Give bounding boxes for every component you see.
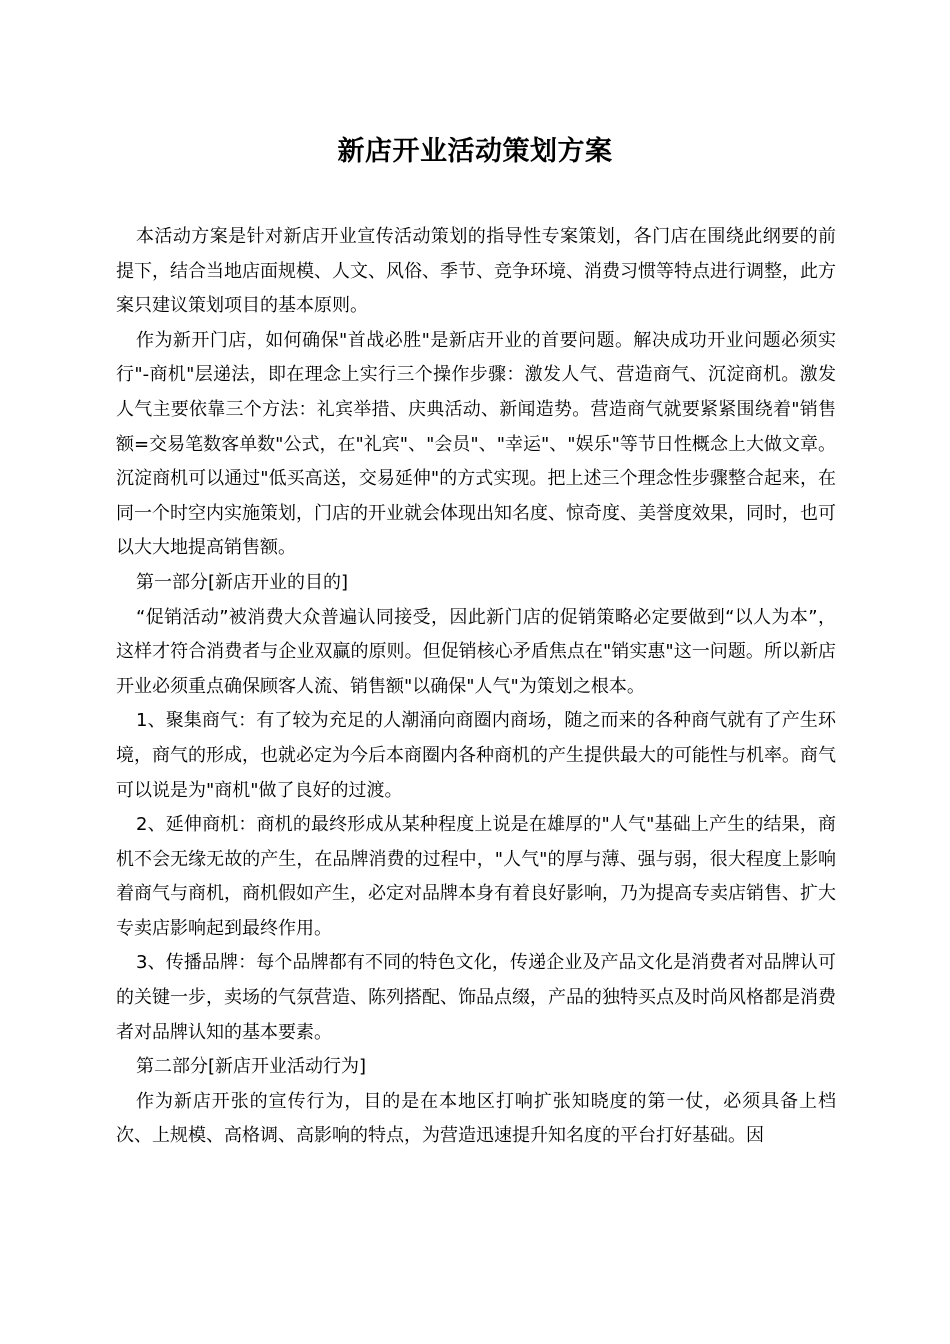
section-heading-part-one: 第一部分[新店开业的目的] [136, 571, 349, 593]
document-body [116, 220, 836, 1154]
paragraph-point-2: 2、延伸商机：商机的最终形成从某种程度上说是在雄厚的"人气"基础上产生的结果，商机不会无缘无故的产生，在品牌消费的过程中，"人气"的厚与薄、强与弱，很大程度上影响着商气与商机，商机假如产生，必定对品牌本身有着良好影响，乃为提高专卖店销售、扩大专卖店影响起到最终作用。 [116, 814, 836, 939]
paragraph-promotion: “促销活动”被消费大众普遍认同接受，因此新门店的促销策略必定要做到“以人为本”，这样才符合消费者与企业双赢的原则。但促销核心矛盾焦点在"销实惠"这一问题。所以新店开业必须重点确保顾客人流、销售额"以确保"人气"为策划之根本。 [116, 606, 836, 697]
document-title: 新店开业活动策划方案 [337, 136, 613, 167]
paragraph-activity: 作为新店开张的宣传行为，目的是在本地区打响扩张知晓度的第一仗，必须具备上档次、上规模、高格调、高影响的特点，为营造迅速提升知名度的平台打好基础。因 [116, 1090, 836, 1147]
paragraph-strategy: 作为新开门店，如何确保"首战必胜"是新店开业的首要问题。解决成功开业问题必须实行"-商机"层递法，即在理念上实行三个操作步骤：激发人气、营造商气、沉淀商机。激发人气主要依靠三个方法：礼宾举措、庆典活动、新闻造势。营造商气就要紧紧围绕着"销售额=交易笔数客单数"公式，在"礼宾"、"会员"、"幸运"、"娱乐"等节日性概念上大做文章。沉淀商机可以通过"低买高送，交易延伸"的方式实现。把上述三个理念性步骤整合起来，在同一个时空内实施策划，门店的开业就会体现出知名度、惊奇度、美誉度效果，同时，也可以大大地提高销售额。 [116, 329, 836, 559]
paragraph-intro: 本活动方案是针对新店开业宣传活动策划的指导性专案策划，各门店在围绕此纲要的前提下，结合当地店面规模、人文、风俗、季节、竞争环境、消费习惯等特点进行调整，此方案只建议策划项目的基本原则。 [116, 226, 836, 317]
paragraph-point-3: 3、传播品牌：每个品牌都有不同的特色文化，传递企业及产品文化是消费者对品牌认可的关键一步，卖场的气氛营造、陈列搭配、饰品点缀，产品的独特买点及时尚风格都是消费者对品牌认知的基本要素。 [116, 952, 836, 1043]
section-heading-part-two: 第二部分[新店开业活动行为] [136, 1056, 367, 1078]
paragraph-point-1: 1、聚集商气：有了较为充足的人潮涌向商圈内商场，随之而来的各种商气就有了产生环境，商气的形成，也就必定为今后本商圈内各种商机的产生提供最大的可能性与机率。商气可以说是为"商机"做了良好的过渡。 [116, 710, 836, 801]
